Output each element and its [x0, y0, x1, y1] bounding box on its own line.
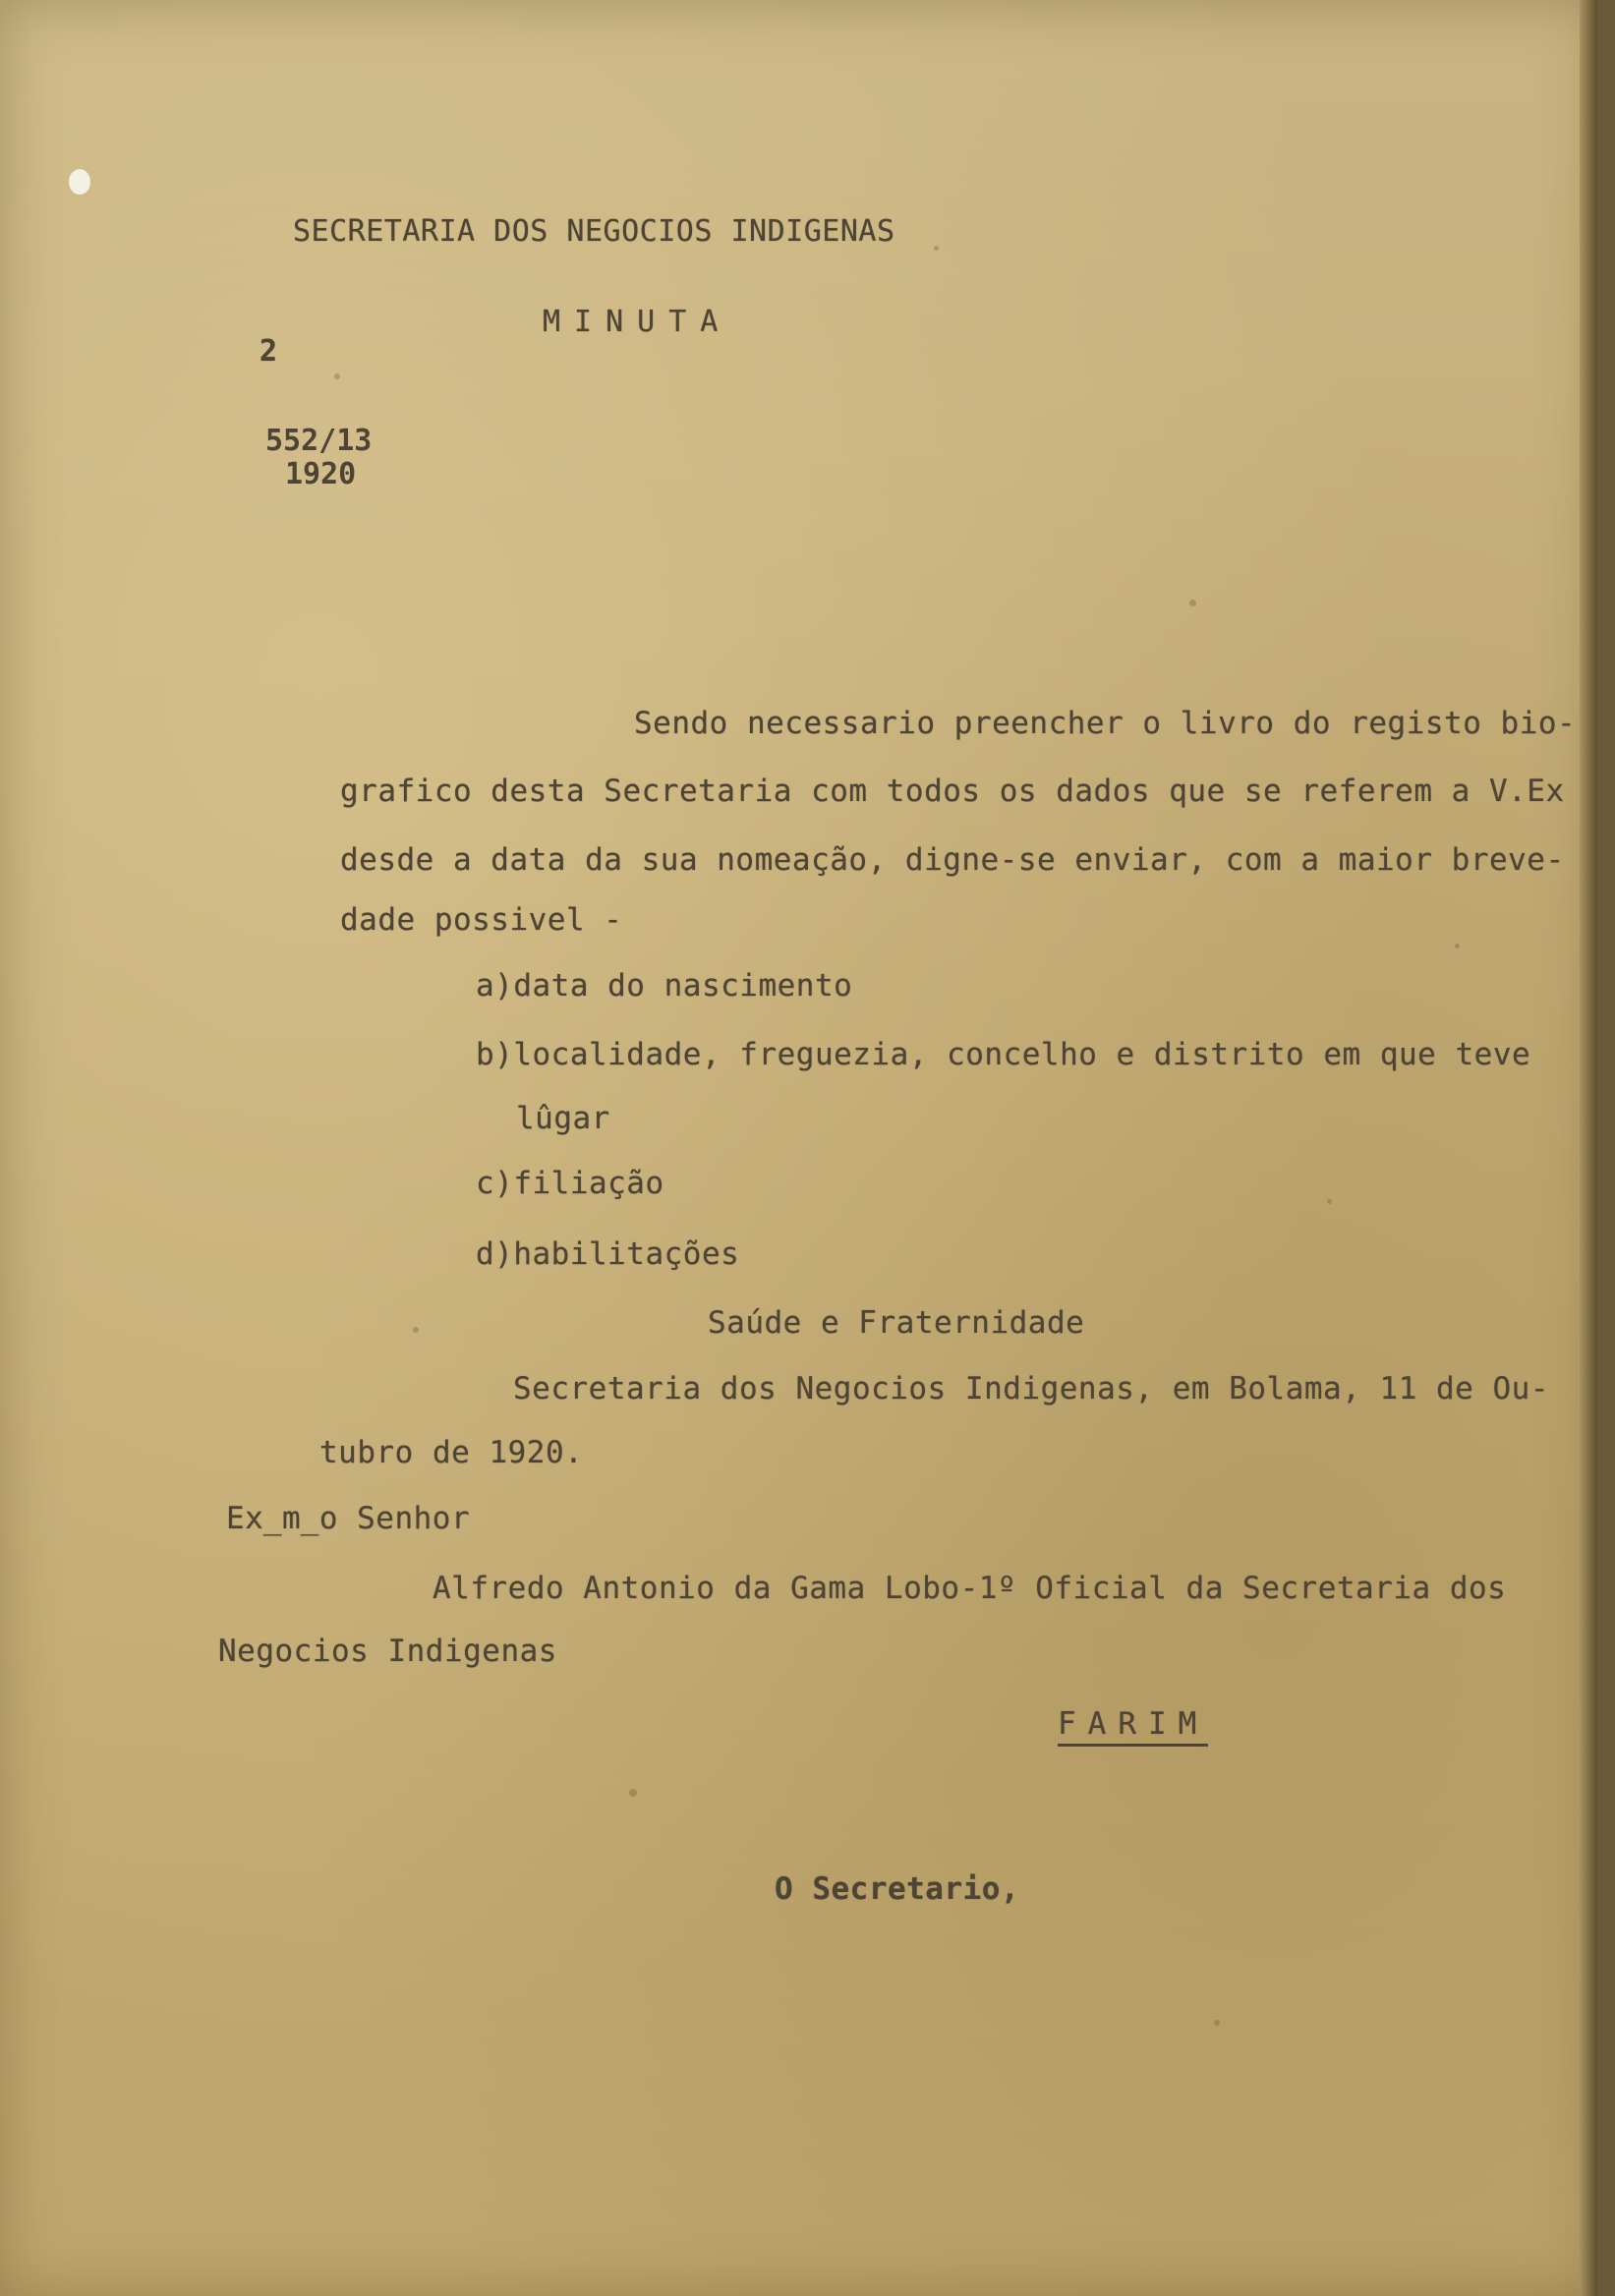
- page-number: 2: [260, 334, 278, 369]
- body-line-1: Sendo necessario preencher o livro do registo bio-: [634, 706, 1577, 741]
- document-header: SECRETARIA DOS NEGOCIOS INDIGENAS: [293, 214, 895, 249]
- addressee-line-1: Alfredo Antonio da Gama Lobo-1º Oficial da Secretaria dos: [433, 1571, 1507, 1606]
- paper-speck: [1214, 2020, 1220, 2026]
- body-line-4: dade possivel -: [340, 902, 623, 938]
- punch-hole: [69, 169, 90, 195]
- paper-speck: [1189, 600, 1196, 606]
- paper-speck: [1327, 1199, 1332, 1204]
- list-item-b: b)localidade, freguezia, concelho e distrito em que teve: [476, 1037, 1531, 1072]
- greeting: Saúde e Fraternidade: [708, 1305, 1085, 1341]
- paper-speck: [629, 1789, 637, 1797]
- paper-speck: [934, 246, 939, 251]
- destination: FARIM: [1058, 1706, 1208, 1747]
- list-item-b-continued: lûgar: [516, 1101, 610, 1136]
- paper-speck: [334, 373, 340, 379]
- paper-speck: [413, 1327, 419, 1333]
- salutation: Ex̲m̲o Senhor: [226, 1501, 471, 1536]
- place-date-line-1: Secretaria dos Negocios Indigenas, em Bolama, 11 de Ou-: [513, 1371, 1549, 1406]
- page-edge-shadow: [1580, 0, 1597, 2296]
- place-date-line-2: tubro de 1920.: [319, 1435, 584, 1470]
- paper-speck: [1455, 944, 1460, 948]
- body-line-2: grafico desta Secretaria com todos os dados que se referem a V.Ex: [340, 774, 1565, 809]
- list-item-c: c)filiação: [476, 1166, 664, 1201]
- form-type-title: MINUTA: [543, 305, 732, 339]
- reference-year: 1920: [285, 457, 357, 491]
- reference-block: [265, 425, 372, 491]
- list-item-d: d)habilitações: [476, 1236, 740, 1272]
- list-item-a: a)data do nascimento: [476, 968, 853, 1004]
- signature-line: O Secretario,: [775, 1871, 1020, 1907]
- body-line-3: desde a data da sua nomeação, digne-se enviar, com a maior breve-: [340, 842, 1565, 878]
- addressee-line-2: Negocios Indigenas: [218, 1634, 557, 1669]
- reference-number: 552/13: [265, 424, 373, 458]
